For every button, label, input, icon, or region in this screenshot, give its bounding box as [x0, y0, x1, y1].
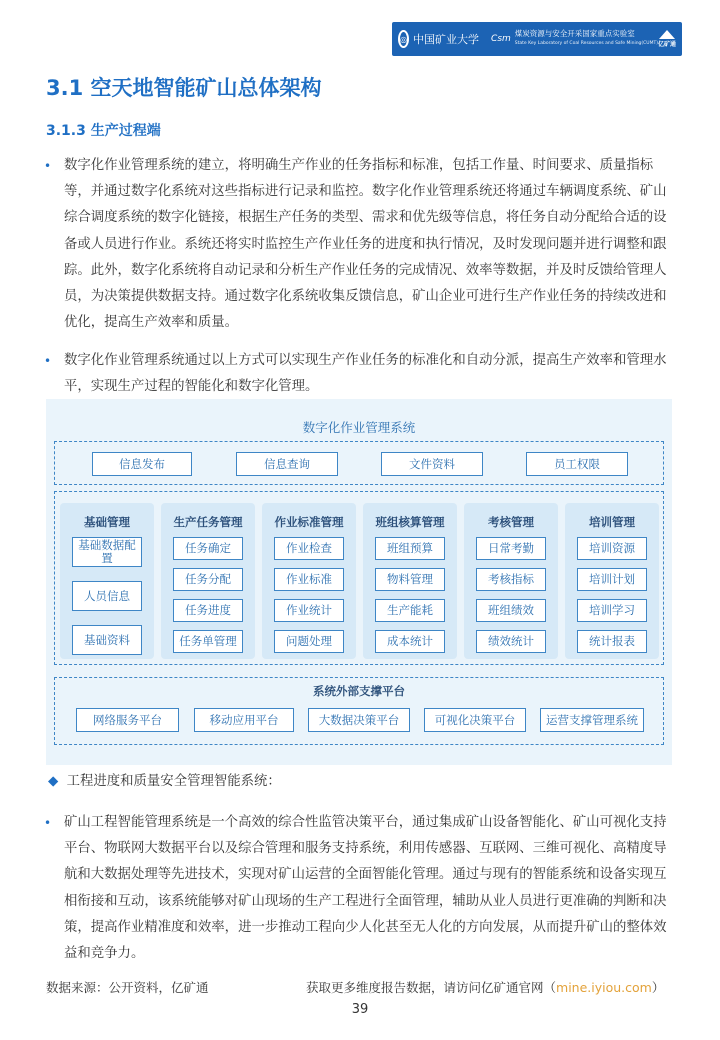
module-item: 作业检查 — [274, 537, 344, 560]
module-item: 绩效统计 — [476, 630, 546, 653]
external-item: 大数据决策平台 — [308, 708, 410, 732]
module-item: 任务单管理 — [173, 630, 243, 653]
module-title: 班组核算管理 — [375, 515, 445, 529]
bullet-dot-icon: • — [44, 159, 52, 173]
diamond-bullet-icon: ◆ — [48, 774, 59, 789]
bullet-dot-icon: • — [44, 816, 52, 830]
footer-cta — [306, 978, 664, 996]
module-item: 日常考勤 — [476, 537, 546, 560]
module-item: 统计报表 — [577, 630, 647, 653]
module-item: 培训资源 — [577, 537, 647, 560]
brand-logo — [658, 30, 676, 48]
module-item: 作业统计 — [274, 599, 344, 622]
paragraph-3-text: 矿山工程智能管理系统是一个高效的综合性监管决策平台，通过集成矿山设备智能化、矿山可视化支持平台、物联网大数据平台以及综合管理和服务支持系统，利用传感器、互联网、三维可视化、高精度导航和大数据处理等先进技术，实现对矿山运营的全面智能化管理。通过与现有的智能系统和设备实现互相衔接和互动，该系统能够对矿山现场的生产工程进行全面管理，辅助从业人员进行更准确的判断和决策，提高作业精准度和效率，进一步推动工程向少人化甚至无人化的方向发展，从而提升矿山的整体效益和竞争力。 — [64, 815, 667, 962]
module-item: 基础资料 — [72, 625, 142, 655]
module-column — [464, 503, 558, 659]
module-column — [262, 503, 356, 659]
module-item: 物料管理 — [375, 568, 445, 591]
paragraph-1 — [42, 153, 672, 336]
page-number: 39 — [351, 1002, 369, 1017]
top-item: 文件资料 — [381, 452, 483, 476]
footer-cta-suffix: ） — [651, 980, 665, 995]
lab-logo: Csm — [491, 34, 511, 44]
module-item: 人员信息 — [72, 581, 142, 611]
module-column — [363, 503, 457, 659]
external-item: 网络服务平台 — [76, 708, 179, 732]
data-source: 数据来源：公开资料，亿矿通 — [46, 980, 209, 995]
subsection-title: 3.1.3 生产过程端 — [46, 123, 161, 139]
module-item: 任务进度 — [173, 599, 243, 622]
external-platform-title: 系统外部支撑平台 — [313, 684, 405, 698]
diagram-title: 数字化作业管理系统 — [302, 420, 416, 435]
university-name: 中国矿业大学 — [412, 33, 479, 46]
section-title: 3.1 空天地智能矿山总体架构 — [46, 76, 322, 100]
module-item: 问题处理 — [274, 630, 344, 653]
paragraph-1-text: 数字化作业管理系统的建立，将明确生产作业的任务指标和标准，包括工作量、时间要求、质量指标等，并通过数字化系统对这些指标进行记录和监控。数字化作业管理系统还将通过车辆调度系统、矿山综合调度系统的数字化链接，根据生产任务的类型、需求和优先级等信息，将任务自动分配给合适的设备或人员进行作业。系统还将实时监控生产作业任务的进度和执行情况，及时发现问题并进行调整和跟踪。此外，数字化系统将自动记录和分析生产作业任务的完成情况、效率等数据，并及时反馈给管理人员，为决策提供数据支持。通过数字化系统收集反馈信息，矿山企业可进行生产作业任务的持续改进和优化，提高生产效率和质量。 — [64, 158, 667, 331]
brand-name: 亿矿通 — [657, 41, 676, 48]
university-seal-icon: ◎ — [398, 30, 409, 48]
module-item: 任务分配 — [173, 568, 243, 591]
module-item: 班组预算 — [375, 537, 445, 560]
module-title: 基础管理 — [84, 515, 130, 529]
module-title: 作业标准管理 — [274, 515, 344, 529]
external-item: 运营支撑管理系统 — [540, 708, 644, 732]
module-title: 培训管理 — [589, 515, 635, 529]
module-column — [565, 503, 659, 659]
module-item: 班组绩效 — [476, 599, 546, 622]
top-item: 员工权限 — [526, 452, 628, 476]
website-link[interactable]: mine.iyiou.com — [556, 980, 652, 995]
bullet-dot-icon: • — [44, 354, 52, 368]
top-item: 信息查询 — [236, 452, 338, 476]
header-banner — [392, 22, 682, 56]
footer-cta-prefix: 获取更多维度报告数据，请访问亿矿通官网（ — [306, 980, 557, 995]
bullet-heading-text: 工程进度和质量安全管理智能系统： — [66, 774, 281, 789]
module-item: 培训学习 — [577, 599, 647, 622]
module-item: 作业标准 — [274, 568, 344, 591]
bullet-heading — [48, 770, 281, 789]
lab-name — [515, 29, 658, 49]
module-item: 考核指标 — [476, 568, 546, 591]
external-item: 移动应用平台 — [194, 708, 294, 732]
top-item: 信息发布 — [92, 452, 192, 476]
module-item: 生产能耗 — [375, 599, 445, 622]
lab-name-cn: 煤炭资源与安全开采国家重点实验室 — [514, 29, 635, 38]
module-item: 基础数据配置 — [72, 537, 142, 567]
module-column — [161, 503, 255, 659]
paragraph-2-text: 数字化作业管理系统通过以上方式可以实现生产作业任务的标准化和自动分派，提高生产效率和管理水平，实现生产过程的智能化和数字化管理。 — [64, 353, 667, 395]
mountain-icon — [659, 30, 675, 39]
lab-name-en: State Key Laboratory of Coal Resources and Safe Mining(CUMT) — [514, 41, 658, 46]
module-item: 成本统计 — [375, 630, 445, 653]
module-item: 培训计划 — [577, 568, 647, 591]
paragraph-3 — [42, 810, 672, 967]
module-title: 考核管理 — [488, 515, 534, 529]
module-column — [60, 503, 154, 659]
module-title: 生产任务管理 — [173, 515, 243, 529]
module-item: 任务确定 — [173, 537, 243, 560]
external-item: 可视化决策平台 — [424, 708, 526, 732]
architecture-diagram — [46, 399, 672, 765]
paragraph-2 — [42, 348, 672, 400]
